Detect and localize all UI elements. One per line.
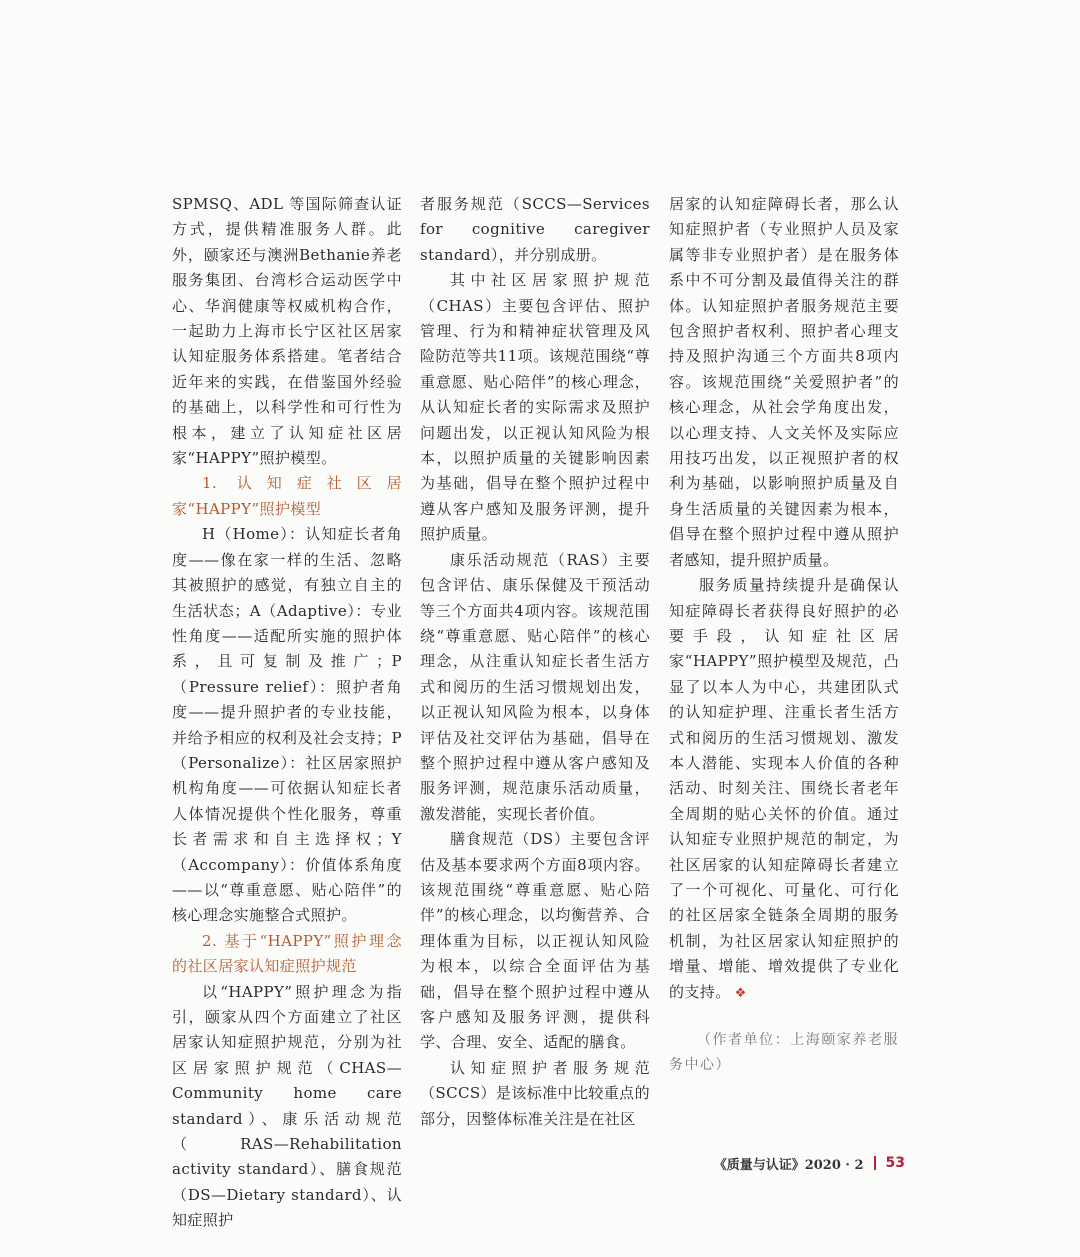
section-heading-2: 2. 基于“HAPPY”照护理念的社区居家认知症照护规范 [172,931,402,976]
paragraph: 康乐活动规范（RAS）主要包含评估、康乐保健及干预活动等三个方面共4项内容。该规范围绕“尊重意愿、贴心陪伴”的核心理念，从注重认知症长者生活方式和阅历的生活习惯规划出发，以正视认知风险为根本，以身体评估及社交评估为基础，倡导在整个照护过程中遵从客户感知及服务评测，规范康乐活动质量，激发潜能，实现长者价值。 [420,550,650,823]
paragraph: 居家的认知症障碍长者，那么认知症照护者（专业照护人员及家属等非专业照护者）是在服务体系中不可分割及最值得关注的群体。认知症照护者服务规范主要包含照护者权利、照护者心理支持及照护沟通三个方面共8项内容。该规范围绕“关爱照护者”的核心理念，从社会学角度出发，以心理支持、人文关怀及实际应用技巧出发，以正视照护者的权利为基础，以影响照护质量及自身生活质量的关键因素为根本，倡导在整个照护过程中遵从照护者感知，提升照护质量。 [669,195,899,569]
text-column-3 [669,192,899,1078]
footer-divider [874,1156,876,1170]
text-column-2 [420,192,650,1132]
paragraph: 认知症照护者服务规范（SCCS）是该标准中比较重点的部分，因整体标准关注是在社区 [420,1058,650,1128]
page-footer [690,1152,905,1174]
paragraph: 者服务规范（SCCS—Services for cognitive caregiver standard），并分别成册。 [420,195,650,264]
paragraph: 以“HAPPY”照护理念为指引，颐家从四个方面建立了社区居家认知症照护规范，分别为社区居家照护规范（CHAS—Community home care standard）、康乐活动规范（RAS—Rehabilitation activity standard）、膳食规范（DS—Dietary standard）、认知症照护 [172,982,402,1230]
paragraph: SPMSQ、ADL 等国际筛查认证方式，提供精准服务人群。此外，颐家还与澳洲Bethanie养老服务集团、台湾杉合运动医学中心、华润健康等权威机构合作，一起助力上海市长宁区社区居家认知症服务体系搭建。笔者结合近年来的实践，在借鉴国外经验的基础上，以科学性和可行性为根本，建立了认知症社区居家“HAPPY”照护模型。 [172,195,402,468]
page-number: 53 [885,1155,905,1171]
end-mark-icon: ❖ [734,985,747,1001]
paragraph-text: 服务质量持续提升是确保认知症障碍长者获得良好照护的必要手段，认知症社区居家“HAPPY”照护模型及规范，凸显了以本人为中心，共建团队式的认知症护理、注重长者生活方式和阅历的生活习惯规划、激发本人潜能、实现本人价值的各种活动、时刻关注、围绕长者老年全周期的贴心关怀的价值。通过认知症专业照护规范的制定，为社区居家的认知症障碍长者建立了一个可视化、可量化、可行化的社区居家全链条全周期的服务机制，为社区居家认知症照护的增量、增能、增效提供了专业化的支持。 [669,576,899,1001]
author-affiliation: （作者单位：上海颐家养老服务中心） [669,1032,899,1073]
section-heading-1: 1. 认知症社区居家“HAPPY”照护模型 [172,474,402,518]
paragraph: H（Home）：认知症长者角度——像在家一样的生活、忽略其被照护的感觉，有独立自主的生活状态；A（Adaptive）：专业性角度——适配所实施的照护体系，且可复制及推广；P（Pressure relief）：照护者角度——提升照护者的专业技能，并给予相应的权利及社会支持；P（Personalize）：社区居家照护机构角度——可依据认知症长者人体情况提供个性化服务，尊重长者需求和自主选择权；Y（Accompany）：价值体系角度——以“尊重意愿、贴心陪伴”的核心理念实施整合式照护。 [172,525,402,925]
paragraph: 其中社区居家照护规范（CHAS）主要包含评估、照护管理、行为和精神症状管理及风险防范等共11项。该规范围绕“尊重意愿、贴心陪伴”的核心理念，从认知症长者的实际需求及照护问题出发，以正视认知风险为根本，以照护质量的关键影响因素为基础，倡导在整个照护过程中遵从客户感知及服务评测，提升照护质量。 [420,271,650,544]
paragraph [669,573,899,1006]
paragraph: 膳食规范（DS）主要包含评估及基本要求两个方面8项内容。该规范围绕“尊重意愿、贴心陪伴”的核心理念，以均衡营养、合理体重为目标，以正视认知风险为根本，以综合全面评估为基础，倡导在整个照护过程中遵从客户感知及服务评测，提供科学、合理、安全、适配的膳食。 [420,830,650,1052]
journal-issue: 《质量与认证》2020 · 2 [713,1157,864,1173]
text-column-1 [172,192,402,1234]
